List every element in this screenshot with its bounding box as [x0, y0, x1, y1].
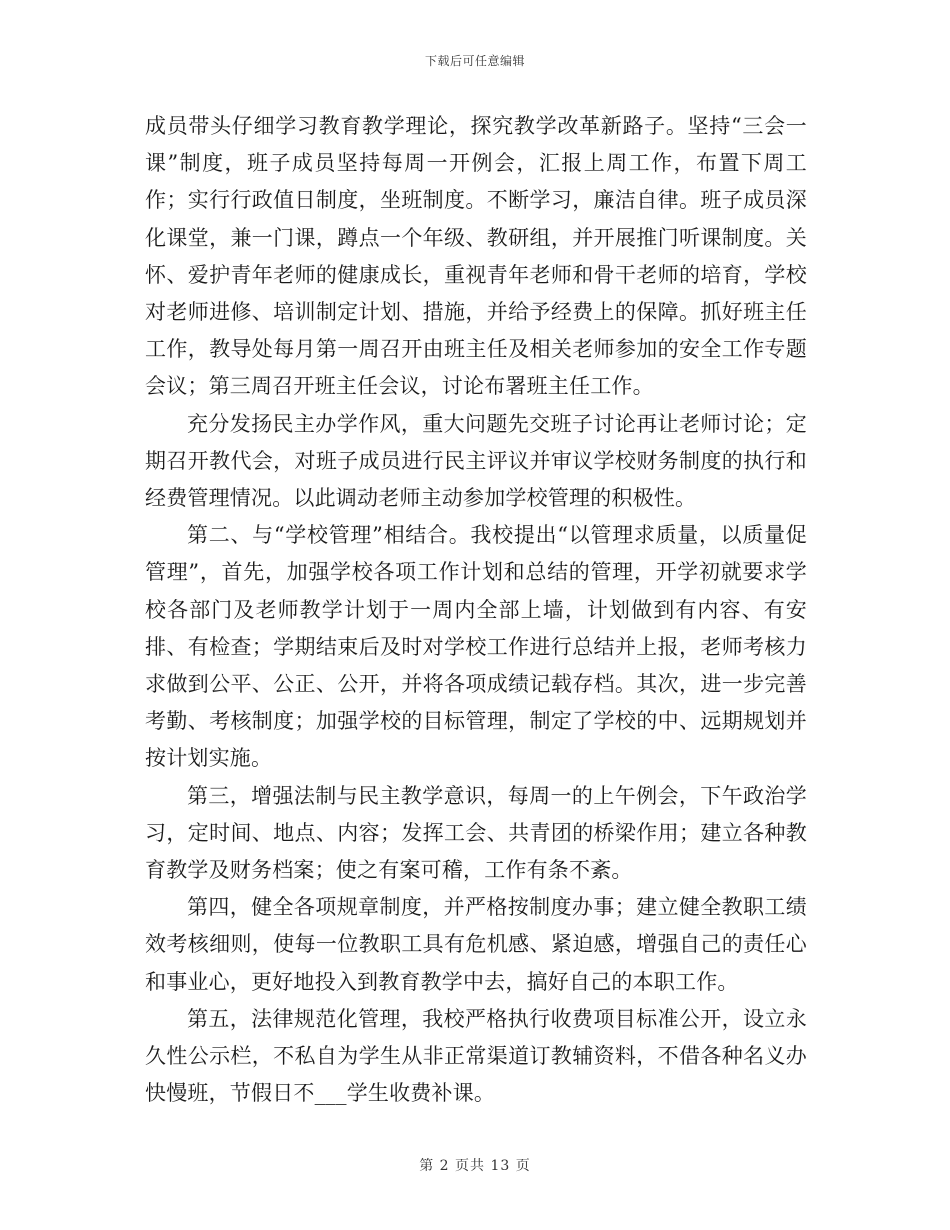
- paragraph-democratic-management: 充分发扬民主办学作风，重大问题先交班子讨论再让老师讨论；定期召开教代会，对班子成员进行民主评议并审议学校财务制度的执行和经费管理情况。以此调动老师主动参加学校管理的积极性。: [145, 411, 807, 511]
- paragraph-legal-awareness: 第三，增强法制与民主教学意识，每周一的上午例会，下午政治学习，定时间、地点、内容；发挥工会、共青团的桥梁作用；建立各种教育教学及财务档案；使之有案可稽，工作有条不紊。: [145, 783, 807, 883]
- page-number: 第 2 页共 13 页: [419, 1158, 531, 1174]
- page-header: 下载后可任意编辑: [424, 54, 525, 68]
- paragraph-regulations: 第四，健全各项规章制度，并严格按制度办事；建立健全教职工绩效考核细则，使每一位教职工具有危机感、紧迫感，增强自己的责任心和事业心，更好地投入到教育教学中去，搞好自己的本职工作。: [145, 895, 807, 994]
- document-body: [145, 108, 807, 1112]
- paragraph-school-management: 第二、与“学校管理”相结合。我校提出“以管理求质量，以质量促管理”，首先，加强学校各项工作计划和总结的管理，开学初就要求学校各部门及老师教学计划于一周内全部上墙，计划做到有内容、有安排、有检查；学期结束后及时对学校工作进行总结并上报，老师考核力求做到公平、公正、公开，并将各项成绩记载存档。其次，进一步完善考勤、考核制度；加强学校的目标管理，制定了学校的中、远期规划并按计划实施。: [145, 523, 807, 771]
- paragraph-continuation: 成员带头仔细学习教育教学理论，探究教学改革新路子。坚持“三会一课”制度，班子成员坚持每周一开例会，汇报上周工作，布置下周工作；实行行政值日制度，坐班制度。不断学习，廉洁自律。班子成员深化课堂，兼一门课，蹲点一个年级、教研组，并开展推门听课制度。关怀、爱护青年老师的健康成长，重视青年老师和骨干老师的培育，学校对老师进修、培训制定计划、措施，并给予经费上的保障。抓好班主任工作，教导处每月第一周召开由班主任及相关老师参加的安全工作专题会议；第三周召开班主任会议，讨论布署班主任工作。: [145, 114, 807, 399]
- paragraph-legal-standardization: 第五，法律规范化管理，我校严格执行收费项目标准公开，设立永久性公示栏，不私自为学生从非正常渠道订教辅资料，不借各种名义办快慢班，节假日不___学生收费补课。: [145, 1006, 807, 1106]
